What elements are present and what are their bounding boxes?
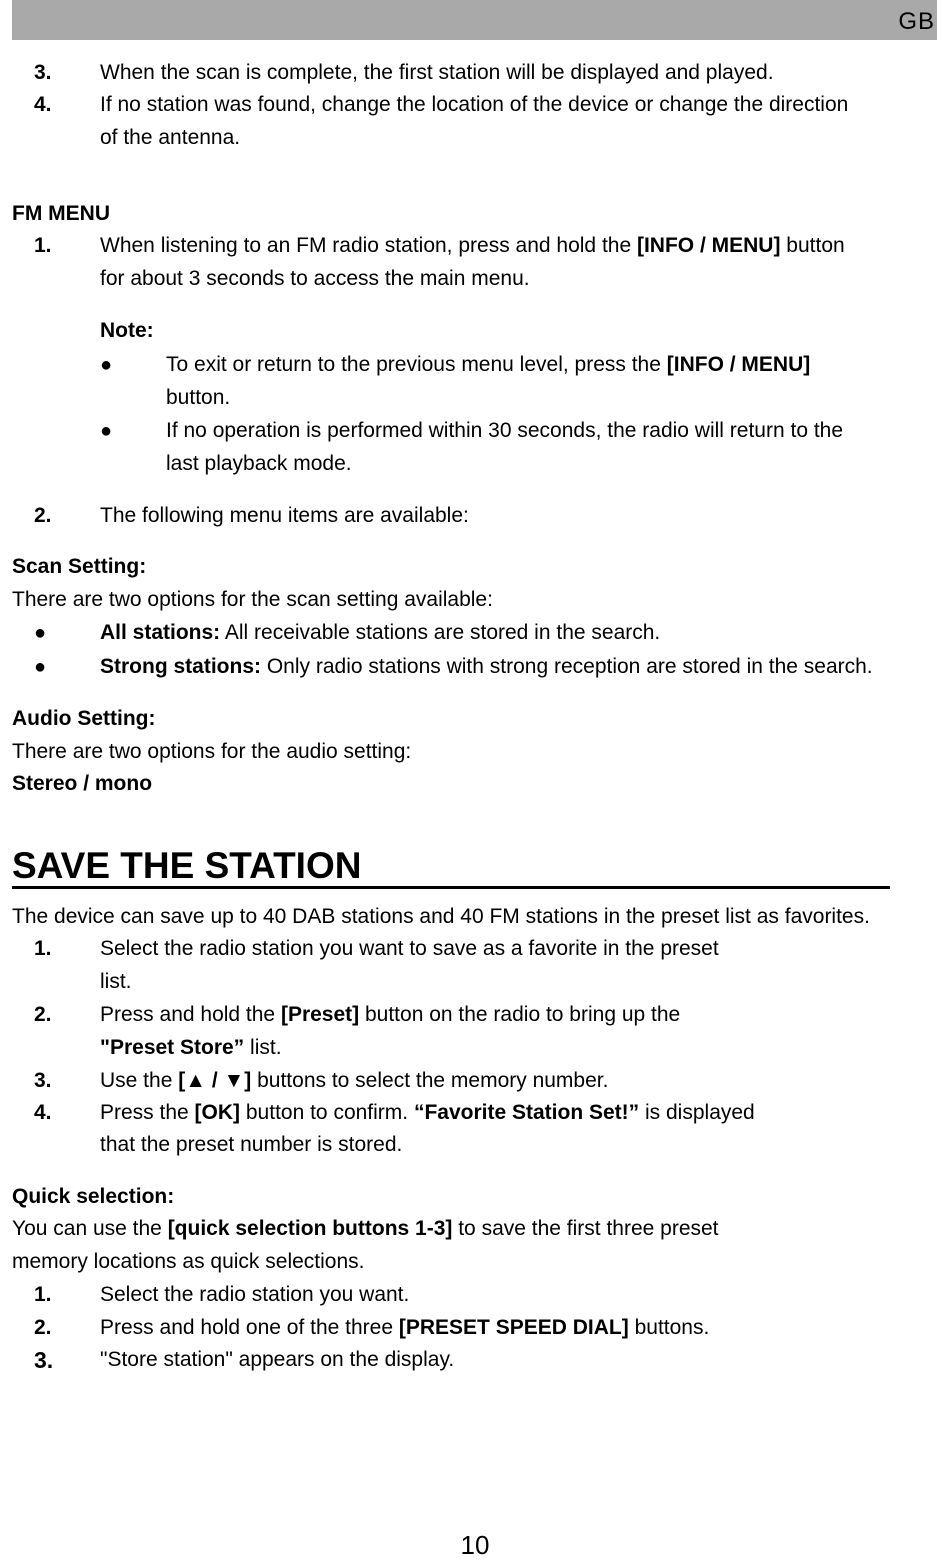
step-text-cont: "Preset Store” list.	[100, 1036, 282, 1059]
heading-text: SAVE THE STATION	[12, 845, 362, 886]
step-text: When listening to an FM radio station, press and hold the [INFO / MENU] button	[100, 234, 845, 257]
step-text-cont: for about 3 seconds to access the main menu.	[100, 267, 530, 290]
bullet-icon: ●	[34, 656, 47, 678]
note-text: If no operation is performed within 30 seconds, the radio will return to the	[166, 419, 844, 442]
quick-selection-intro: You can use the [quick selection buttons 1-3] to save the first three preset	[12, 1217, 719, 1240]
step-text-cont: of the antenna.	[100, 126, 241, 149]
step-text: Press and hold the [Preset] button on the radio to bring up the	[100, 1003, 681, 1026]
step-number: 4.	[34, 93, 52, 116]
step-text: Press and hold one of the three [PRESET SPEED DIAL] buttons.	[100, 1316, 710, 1339]
audio-setting-intro: There are two options for the audio setting:	[12, 740, 412, 763]
note-label: Note:	[100, 319, 154, 342]
step-text: When the scan is complete, the first station will be displayed and played.	[100, 61, 774, 84]
page-number: 10	[460, 1530, 490, 1560]
step-number: 3.	[34, 61, 52, 84]
step-text: If no station was found, change the location of the device or change the direction	[100, 93, 849, 116]
step-number: 2.	[34, 1316, 52, 1339]
step-text: Select the radio station you want.	[100, 1283, 410, 1306]
section-title-scan-setting: Scan Setting:	[12, 555, 147, 578]
header-bar	[12, 0, 937, 40]
step-text: Use the [▲ / ▼] buttons to select the memory number.	[100, 1069, 609, 1092]
bullet-icon: ●	[100, 420, 113, 442]
audio-setting-value: Stereo / mono	[12, 772, 153, 795]
step-text: "Store station" appears on the display.	[100, 1348, 455, 1371]
step-text: Press the [OK] button to confirm. “Favorite Station Set!” is displayed	[100, 1101, 755, 1124]
step-number: 2.	[34, 504, 52, 527]
quick-selection-intro-cont: memory locations as quick selections.	[12, 1250, 365, 1273]
section-title-fm-menu: FM MENU	[12, 202, 110, 225]
scan-option: Strong stations: Only radio stations with strong reception are stored in the search.	[100, 655, 873, 678]
scan-option: All stations: All receivable stations are stored in the search.	[100, 621, 661, 644]
note-text-cont: button.	[166, 386, 231, 409]
step-number: 3.	[34, 1069, 52, 1092]
step-number: 3.	[34, 1347, 54, 1373]
note-text: To exit or return to the previous menu level, press the [INFO / MENU]	[166, 353, 811, 376]
step-number: 1.	[34, 937, 52, 960]
section-title-audio-setting: Audio Setting:	[12, 707, 156, 730]
scan-setting-intro: There are two options for the scan setting available:	[12, 588, 493, 611]
section-title-quick-selection: Quick selection:	[12, 1185, 175, 1208]
language-code: GB	[898, 8, 935, 35]
step-text-cont: list.	[100, 970, 132, 993]
step-text: The following menu items are available:	[100, 504, 469, 527]
step-number: 4.	[34, 1101, 52, 1124]
bullet-icon: ●	[100, 354, 113, 376]
step-number: 2.	[34, 1003, 52, 1026]
section-heading-save-station	[12, 846, 890, 889]
step-text-cont: that the preset number is stored.	[100, 1133, 403, 1156]
step-number: 1.	[34, 1283, 52, 1306]
save-station-intro: The device can save up to 40 DAB stations and 40 FM stations in the preset list as favorites.	[12, 905, 870, 928]
step-number: 1.	[34, 234, 52, 257]
bullet-icon: ●	[34, 622, 47, 644]
step-text: Select the radio station you want to save as a favorite in the preset	[100, 937, 719, 960]
note-text-cont: last playback mode.	[166, 452, 352, 475]
